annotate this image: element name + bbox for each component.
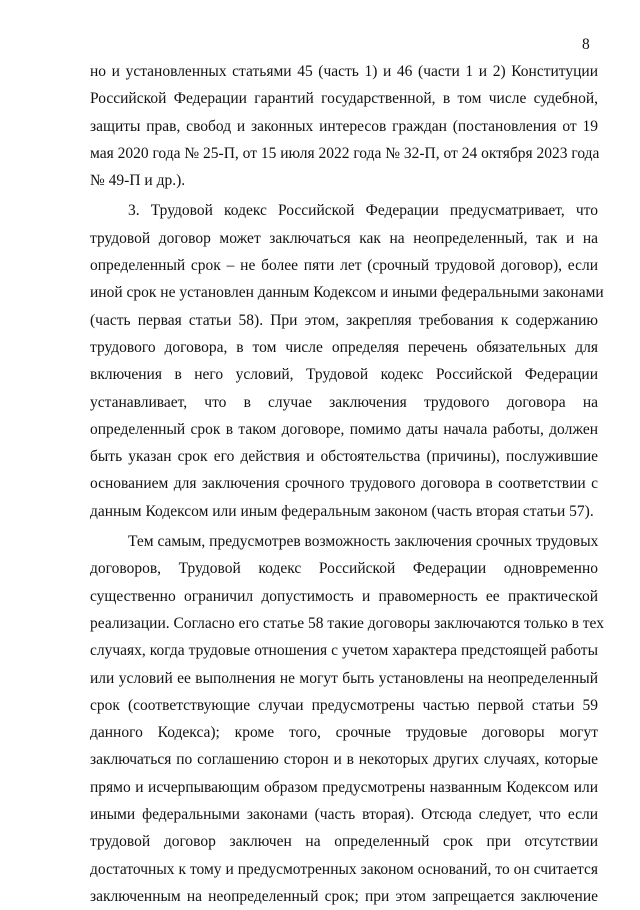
paragraph-3 <box>90 528 604 910</box>
text-line: иной срок не установлен данным Кодексом и иными федеральными законами <box>90 284 604 302</box>
text-line: мая 2020 года № 25-П, от 15 июля 2022 года № 32-П, от 24 октября 2023 года <box>90 144 600 162</box>
text-line: 3. Трудовой кодекс Российской Федерации предусматривает, что <box>128 202 598 220</box>
text-line: договоров, Трудовой кодекс Российской Федерации одновременно <box>90 560 598 578</box>
text-line: но и установленных статьями 45 (часть 1) и 46 (части 1 и 2) Конституции <box>90 63 598 80</box>
text-line: случаях, когда трудовые отношения с учетом характера предстоящей работы <box>90 642 598 660</box>
text-line: прямо и исчерпывающим образом предусмотрены названным Кодексом или <box>90 778 598 796</box>
text-line: Тем самым, предусмотрев возможность заключения срочных трудовых <box>128 533 599 551</box>
text-line: устанавливает, что в случае заключения трудового договора на <box>90 393 598 411</box>
text-line: Российской Федерации гарантий государственной, в том числе судебной, <box>90 90 598 108</box>
text-line: данным Кодексом или иным федеральным законом (часть вторая статьи 57). <box>90 502 594 520</box>
text-line: заключаться по соглашению сторон и в некоторых других случаях, которые <box>90 751 598 769</box>
text-line: трудовой договор может заключаться как на неопределенный, так и на <box>90 229 598 247</box>
document-body <box>90 58 604 910</box>
text-line: данного Кодекса); кроме того, срочные трудовые договоры могут <box>90 724 598 742</box>
text-line: или условий ее выполнения не могут быть установлены на неопределенный <box>90 669 598 687</box>
text-line: срок (соответствующие случаи предусмотрены частью первой статьи 59 <box>90 696 598 714</box>
text-line: (часть первая статьи 58). При этом, закрепляя требования к содержанию <box>90 311 598 329</box>
text-line: № 49-П и др.). <box>90 172 186 190</box>
text-line: достаточных к тому и предусмотренных законом оснований, то он считается <box>90 860 598 878</box>
text-line: трудовой договор заключен на определенный срок при отсутствии <box>90 833 598 851</box>
text-line: основанием для заключения срочного трудового договора в соответствии с <box>90 475 598 493</box>
paragraph-1 <box>90 58 598 194</box>
text-line: защиты прав, свобод и законных интересов граждан (постановления от 19 <box>90 117 598 135</box>
text-line: быть указан срок его действия и обстоятельства (причины), послужившие <box>90 448 598 466</box>
text-line: иными федеральными законами (часть вторая). Отсюда следует, что если <box>90 806 598 824</box>
text-line: определенный срок в таком договоре, помимо даты начала работы, должен <box>90 420 598 438</box>
page-number: 8 <box>582 36 590 53</box>
text-line: включения в него условий, Трудовой кодекс Российской Федерации <box>90 366 598 384</box>
text-line: реализации. Согласно его статье 58 такие договоры заключаются только в тех <box>90 614 604 632</box>
text-line: трудового договора, в том числе определяя перечень обязательных для <box>90 338 598 356</box>
text-line: существенно ограничил допустимость и правомерность ее практической <box>90 587 598 605</box>
text-line: определенный срок – не более пяти лет (срочный трудовой договор), если <box>90 257 598 275</box>
paragraph-2 <box>90 197 604 525</box>
text-line: заключенным на неопределенный срок; при этом запрещается заключение <box>90 887 598 905</box>
